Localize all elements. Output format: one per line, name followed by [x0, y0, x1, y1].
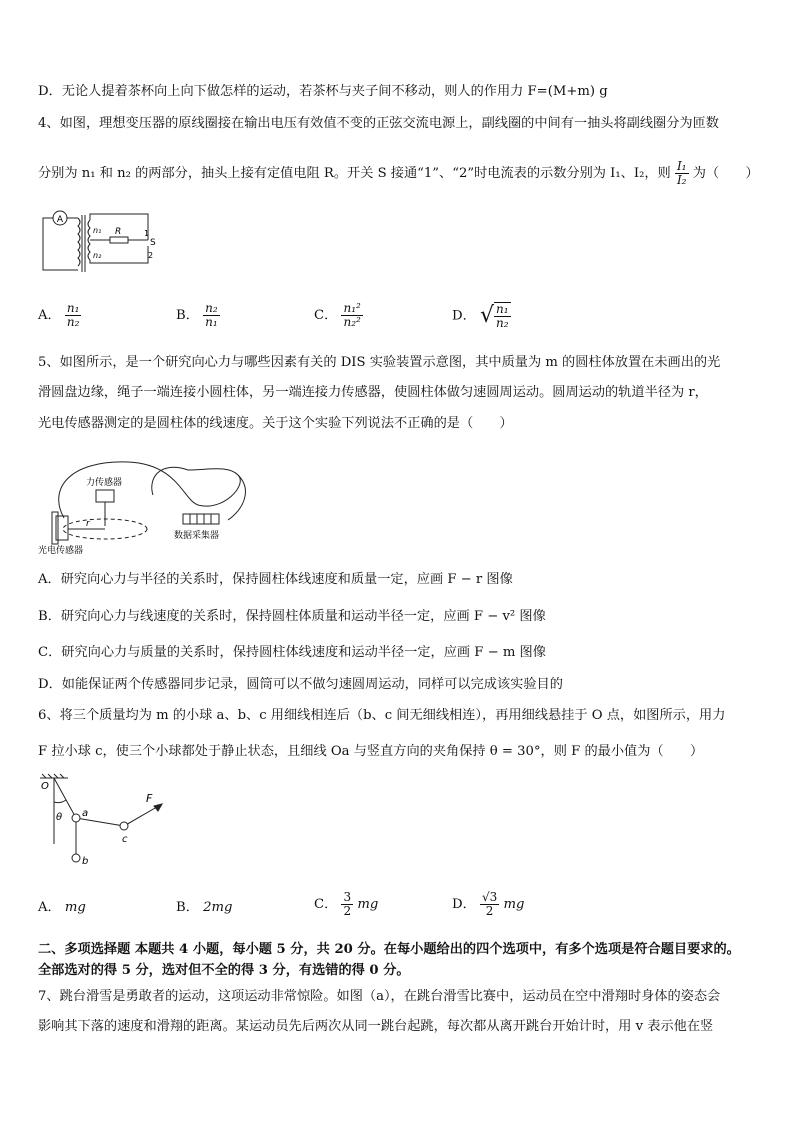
- section2-line1: 二、多项选择题 本题共 4 小题，每小题 5 分，共 20 分。在每小题给出的四个选项中，有多个选项是符合题目要求的。: [38, 942, 740, 957]
- q4-ratio-den: I₂: [676, 173, 687, 187]
- q4-transformer-figure: [38, 200, 168, 278]
- q4-ratio-num: I₁: [676, 159, 687, 173]
- q4-option-d-num: n₁: [496, 302, 509, 316]
- q4-switch-pos1: 1: [144, 229, 150, 238]
- q6-option-c-letter: C．: [314, 897, 338, 912]
- q4-option-a-den: n₂: [66, 315, 80, 329]
- q5-option-d: D．如能保证两个传感器同步记录，圆筒可以不做匀速圆周运动，同样可以完成该实验目的: [38, 677, 563, 692]
- q6-option-c: [314, 891, 378, 918]
- q4-switch-label: S: [150, 238, 156, 248]
- q5-force-sensor-label: 力传感器: [86, 478, 123, 488]
- q5-option-c: C．研究向心力与质量的关系时，保持圆柱体线速度和运动半径一定，应画 F − m 图像: [38, 645, 546, 660]
- q6-option-c-fraction: [341, 891, 353, 918]
- q6-theta-label: θ: [56, 812, 63, 823]
- q4-switch-pos2: 2: [148, 251, 154, 260]
- q4-line1: 4、如图，理想变压器的原线圈接在输出电压有效值不变的正弦交流电源上，副线圈的中间有一抽头将副线圈分为匝数: [38, 116, 719, 131]
- q4-resistor-label: R: [115, 227, 122, 237]
- q4-line2-tail: 为（ ）: [692, 166, 759, 181]
- q6-option-a-letter: A．: [38, 900, 61, 915]
- q6-option-d-num: √3: [481, 890, 498, 904]
- q6-option-d-fraction: [480, 891, 499, 918]
- q4-line2-text: 分别为 n₁ 和 n₂ 的两部分，抽头上接有定值电阻 R。开关 S 接通“1”、“2”时电流表的示数分别为 I₁、I₂，则: [38, 166, 671, 181]
- q5-line3: 光电传感器测定的是圆柱体的线速度。关于这个实验下列说法不正确的是（ ）: [38, 416, 513, 431]
- q4-n1-label: n₁: [93, 226, 102, 235]
- q6-c-label: c: [122, 834, 128, 845]
- q6-line1: 6、将三个质量均为 m 的小球 a、b、c 用细线相连后（b、c 间无细线相连），再用细线悬挂于 O 点，如图所示，用力: [38, 708, 726, 723]
- section2-line2: 全部选对的得 5 分，选对但不全的得 3 分，有选错的得 0 分。: [38, 963, 410, 978]
- q6-option-d-letter: D．: [452, 897, 476, 912]
- q5-option-a: A．研究向心力与半径的关系时，保持圆柱体线速度和质量一定，应画 F − r 图像: [38, 572, 513, 587]
- q5-option-b: B．研究向心力与线速度的关系时，保持圆柱体质量和运动半径一定，应画 F − v² 图像: [38, 609, 546, 624]
- q4-option-c-letter: C．: [314, 308, 338, 323]
- q7-line1: 7、跳台滑雪是勇敢者的运动，这项运动非常惊险。如图（a），在跳台滑雪比赛中，运动员在空中滑翔时身体的姿态会: [38, 989, 721, 1004]
- q6-option-d-tail: mg: [503, 897, 525, 912]
- q5-line2: 滑圆盘边缘，绳子一端连接小圆柱体，另一端连接力传感器，使圆柱体做匀速圆周运动。圆周运动的轨道半径为 r，: [38, 385, 708, 400]
- q6-a-label: a: [82, 808, 89, 819]
- q5-photo-sensor-label: 光电传感器: [38, 546, 84, 556]
- q4-option-a-fraction: [65, 302, 82, 329]
- q4-option-d-den: n₂: [496, 316, 509, 330]
- q4-option-a: [38, 302, 81, 329]
- q6-option-c-den: 2: [343, 904, 352, 918]
- q4-option-d: [452, 302, 511, 330]
- q6-o-label: O: [41, 781, 49, 792]
- q4-option-c-num: n₁²: [343, 301, 361, 315]
- q6-option-d-den: 2: [485, 904, 494, 918]
- q6-b-label: b: [82, 856, 89, 867]
- q4-option-b-fraction: [203, 302, 220, 329]
- q4-option-d-fraction: [494, 302, 511, 330]
- q6-balls-figure: [38, 772, 178, 872]
- q4-n2-label: n₂: [93, 251, 102, 260]
- q6-option-a: [38, 899, 86, 917]
- q4-option-c-fraction: [341, 302, 362, 329]
- q4-option-c-den: n₂²: [343, 315, 361, 329]
- q6-option-b: [176, 899, 232, 917]
- q4-line2: [38, 160, 759, 187]
- q3-option-d: D．无论人提着茶杯向上向下做怎样的运动，若茶杯与夹子间不移动，则人的作用力 F=(M+m) g: [38, 84, 608, 99]
- q5-line1: 5、如图所示，是一个研究向心力与哪些因素有关的 DIS 实验装置示意图，其中质量为 m 的圆柱体放置在未画出的光: [38, 355, 721, 370]
- q4-option-a-letter: A．: [38, 308, 61, 323]
- q6-f-label: F: [146, 792, 153, 805]
- q4-option-c: [314, 302, 363, 329]
- q6-option-b-value: 2mg: [203, 900, 233, 915]
- q4-option-d-letter: D．: [452, 308, 476, 324]
- q6-option-b-letter: B．: [176, 900, 199, 915]
- q4-option-b-letter: B．: [176, 308, 199, 323]
- q4-option-b-num: n₂: [205, 301, 218, 315]
- q5-radius-label: r: [86, 519, 90, 529]
- q6-line2: F 拉小球 c，使三个小球都处于静止状态，且细线 Oa 与竖直方向的夹角保持 θ = 30°，则 F 的最小值为（ ）: [38, 744, 704, 759]
- q5-dis-apparatus-figure: [38, 450, 278, 558]
- q6-option-c-num: 3: [343, 890, 352, 904]
- q7-line2: 影响其下落的速度和滑翔的距离。某运动员先后两次从同一跳台起跳，每次都从离开跳台开始计时，用 v 表示他在竖: [38, 1019, 714, 1034]
- q4-ammeter-label: A: [56, 215, 64, 225]
- q5-data-collector-label: 数据采集器: [174, 531, 220, 541]
- q4-option-a-num: n₁: [66, 301, 80, 315]
- q4-option-b-den: n₁: [205, 315, 218, 329]
- q6-option-c-tail: mg: [357, 897, 379, 912]
- q6-option-a-value: mg: [64, 900, 86, 915]
- sqrt-icon: √: [479, 303, 494, 328]
- q6-option-d: [452, 891, 524, 918]
- q4-option-b: [176, 302, 220, 329]
- q4-ratio-fraction: [675, 160, 689, 187]
